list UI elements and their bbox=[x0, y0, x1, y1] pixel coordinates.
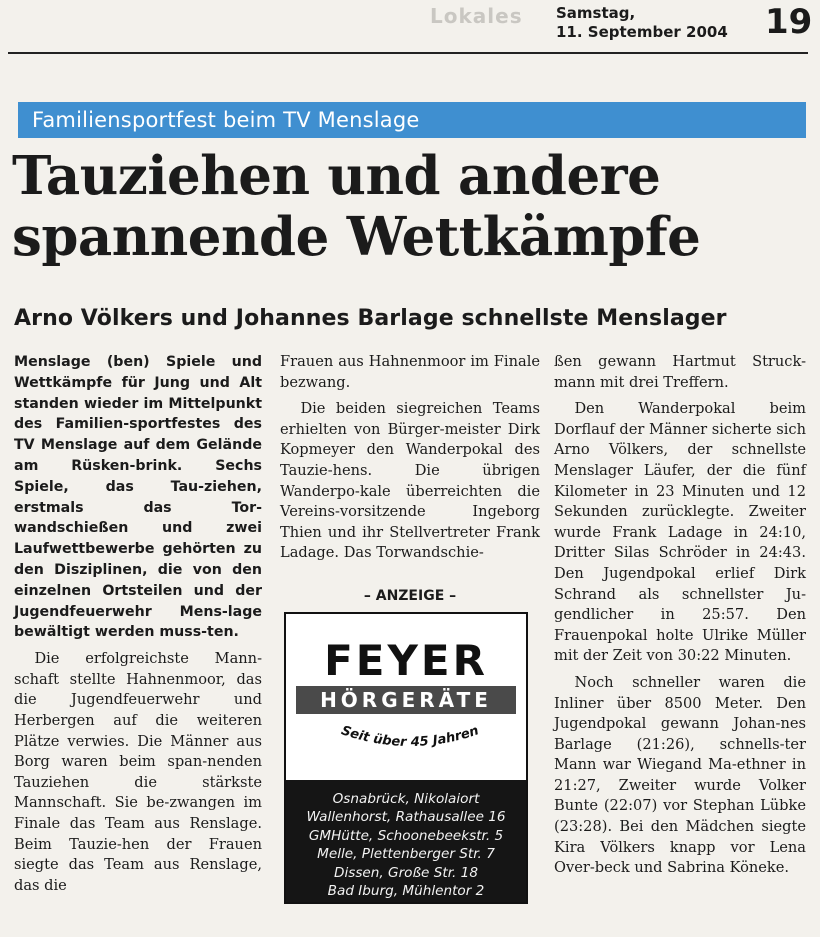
bleed-through-ghost bbox=[772, 150, 820, 330]
issue-date bbox=[556, 4, 728, 42]
header-rule bbox=[8, 52, 808, 54]
svg-text:Seit über 45 Jahren bbox=[339, 723, 480, 750]
article-subheadline: Arno Völkers und Johannes Barlage schnellste Menslager bbox=[14, 306, 727, 331]
article-paragraph: Noch schneller waren die Inliner über 8500 Meter. Den Jugendpokal gewann Johan-nes Barlage (21:26), schnells-ter Mann war Wiegand Ma-ethner in 21:27, Zweiter wurde Volker Bunte (22:07) vor Stephan Lübke (23:28). Bei den Mädchen siegte Kira Völkers knapp vor Lena Over-beck und Sabrina Köneke. bbox=[554, 673, 806, 877]
article-paragraph: Den Wanderpokal beim Dorflauf der Männer sicherte sich Arno Völkers, der schnellste Menslager Läufer, der die fünf Kilometer in 23 Minuten und 12 Sekunden zurücklegte. Zweiter wurde Frank Ladage in 24:10, Dritter Silas Schröder in 24:43. Den Jugendpokal erlief Dirk Schrand als schnellster Ju-gendlicher in 25:57. Den Frauenpokal holte Ulrike Müller mit der Zeit von 30:22 Minuten. bbox=[554, 400, 806, 665]
ad-location: Osnabrück, Nikolaiort bbox=[332, 791, 480, 807]
section-title-ghost: Lokales bbox=[430, 4, 523, 28]
ad-location: Bad Iburg, Mühlentor 2 bbox=[327, 883, 485, 900]
advertisement bbox=[284, 612, 528, 904]
article-lead: Menslage (ben) Spiele und Wettkämpfe für Jung und Alt standen wieder im Mittelpunkt des Familien-sportfestes des TV Menslage auf dem Gelände am Rüsken-brink. Sechs Spiele, das Tau-ziehen, erstmals das Tor-wandschießen und zwei Laufwettbewerbe gehörten zu den Disziplinen, die von den einzelnen Ortsteilen und der Jugendfeuerwehr Mens-lage bewältigt werden muss-ten. bbox=[14, 354, 262, 641]
ad-locations-box bbox=[286, 780, 526, 902]
ad-brand-logo: FEYER bbox=[324, 636, 488, 685]
page-number: 19 bbox=[765, 2, 813, 42]
article-paragraph: Die beiden siegreichen Teams erhielten von Bürger-meister Dirk Kopmeyer den Wanderpokal des Tauzie-hens. Die übrigen Wanderpo-kale überreichten die Vereins-vorsitzende Ingeborg Thien und ihr Stellvertreter Frank Ladage. Das Torwandschie- bbox=[280, 400, 540, 562]
ad-location: Wallenhorst, Rathausallee 16 bbox=[306, 809, 506, 826]
article-column-1 bbox=[14, 352, 262, 902]
ad-tagline bbox=[320, 720, 500, 760]
article-column-3 bbox=[554, 352, 806, 885]
article-paragraph: ßen gewann Hartmut Struck-mann mit drei Treffern. bbox=[554, 353, 806, 391]
issue-date-full: 11. September 2004 bbox=[556, 23, 728, 41]
article-paragraph: Frauen aus Hahnenmoor im Finale bezwang. bbox=[280, 353, 540, 391]
ad-brand-subtitle: HÖRGERÄTE bbox=[296, 686, 516, 714]
article-column-2 bbox=[280, 352, 540, 570]
ad-location: GMHütte, Schoonebeekstr. 5 bbox=[308, 827, 504, 844]
issue-weekday: Samstag, bbox=[556, 4, 636, 22]
ad-location: Melle, Plettenberger Str. 7 bbox=[317, 846, 495, 863]
article-kicker: Familiensportfest beim TV Menslage bbox=[18, 102, 806, 138]
ad-tagline-text: Seit über 45 Jahren bbox=[339, 723, 481, 751]
ad-label: – ANZEIGE – bbox=[363, 588, 457, 604]
article-headline: Tauziehen und andere spannende Wettkämpfe bbox=[12, 145, 701, 268]
ad-location: Dissen, Große Str. 18 bbox=[334, 864, 478, 881]
article-paragraph: Die erfolgreichste Mann-schaft stellte Hahnenmoor, das die Jugendfeuerwehr und Herbergen auf die weiteren Plätze verwies. Die Männer aus Borg waren beim span-nenden Tauziehen die stärkste Mannschaft. Sie be-zwangen im Finale das Team aus Renslage. Beim Tauzie-hen der Frauen siegte das Team aus Renslage, das die bbox=[14, 650, 262, 894]
